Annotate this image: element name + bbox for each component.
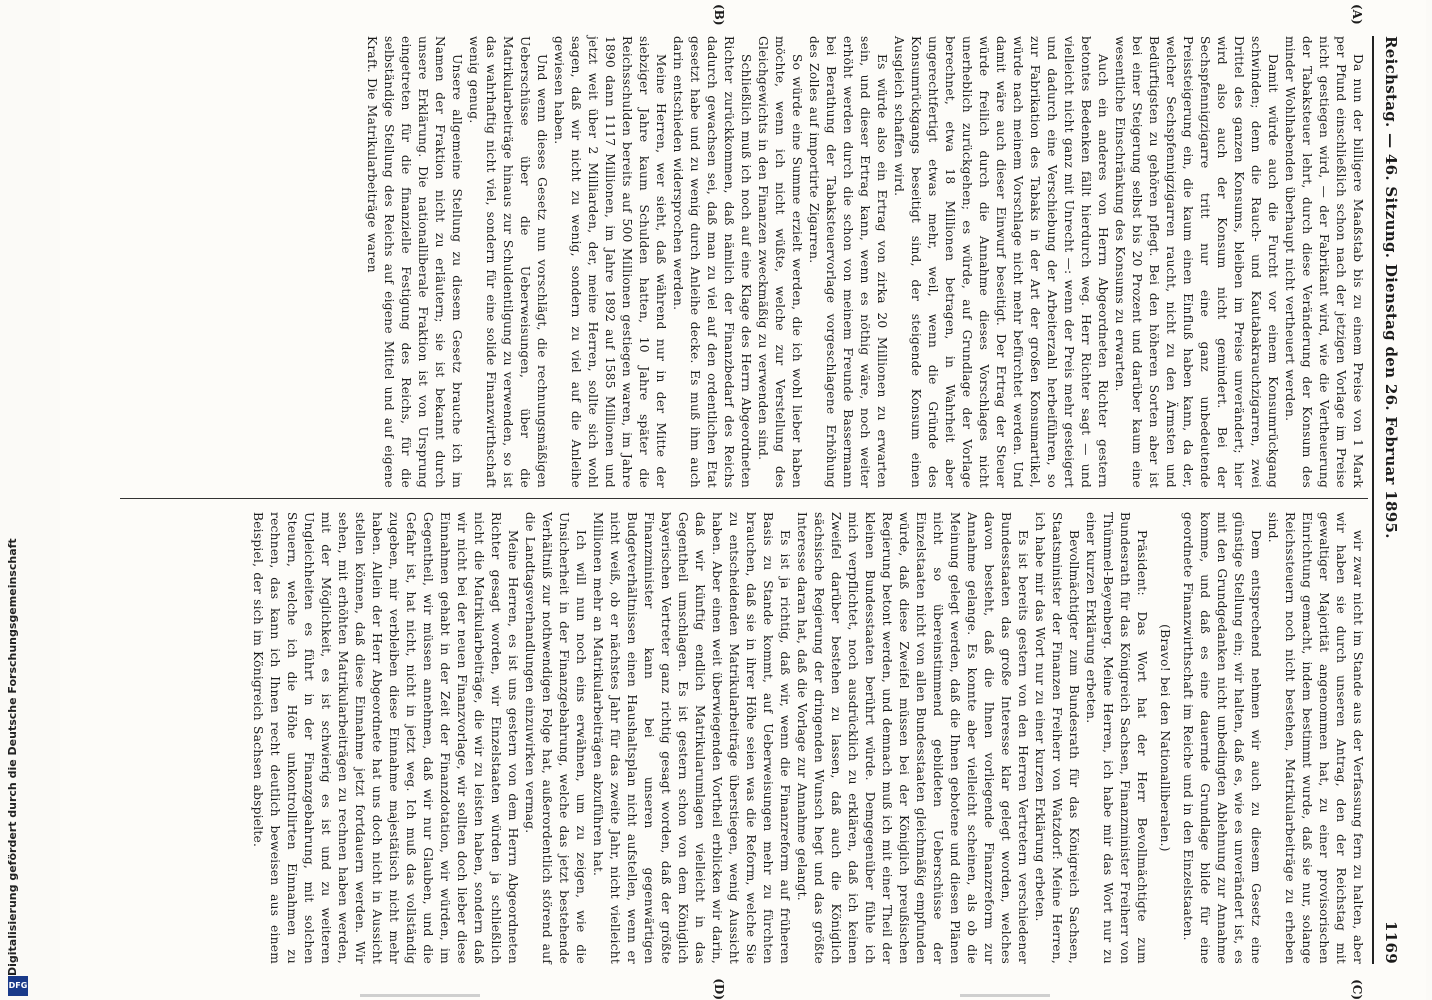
rotated-page [60, 0, 1426, 1000]
scan-mark [360, 994, 480, 997]
paragraph: Und wenn dieses Gesetz nun vorschlägt, die rechnungsmäßigen Ueberschüsse über die Ueberweisungen, über die Matrikularbeiträge hinaus zur Schuldentilgung zu verwenden, so ist das wahrhaftig nicht viel, sondern für eine solide Finanzwirthschaft wenig genug. [467, 36, 549, 488]
margin-mark-b: (B) [712, 4, 726, 26]
paragraph: Damit würde auch die Furcht vor einem Konsumrückgang schwinden; denn die Rauch- und Kautabakrauchzigarren, zwei Drittel des ganzen Konsums, bleiben im Preise unverändert; hier wird also auch der Konsum nicht gemindert. Bei der Sechspfennigzigarre tritt nur eine ganz unbedeutende Preissteigerung ein, die kaum einen Einfluß haben kann, da der, welcher Sechspfennigzigarren raucht, nicht zu den Ärmsten und Bedürftigsten zu gehören pflegt. Bei den höheren Sorten aber ist bei einer Steigerung selbst bis 20 Prozent und darüber kaum eine wesentliche Einschränkung des Konsums zu erwarten. [1113, 36, 1280, 488]
paragraph: Präsident: Das Wort hat der Herr Bevollmächtigte zum Bundesrath für das Königreich Sachsen, Finanzminister Freiherr von Thümmel-Beyenberg. Meine Herren, ich habe mir das Wort nur zu einer kurzen Erklärung erbeten. [1084, 512, 1149, 964]
header-rule [1372, 36, 1374, 964]
paragraph: So würde eine Summe erzielt werden, die ich wohl lieber haben möchte, wenn ich nicht wüßte, welche zur Verstellung des Gleichgewichts in den Finanzen zweckmäßig zu verwenden sind. [756, 36, 804, 488]
credit-text: Digitalisierung gefördert durch die Deutsche Forschungsgemeinschaft [6, 538, 19, 976]
paragraph: Schließlich muß ich noch auf eine Klage des Herrn Abgeordneten Richter zurückkommen, daß nämlich der Finanzbedarf des Reichs dadurch gewachsen sei, daß man zu viel auf den ordentlichen Etat gesetzt habe und zu wenig durch Anleihe decke. Es muß ihm auch darin entschieden widersprochen werden. [671, 36, 753, 488]
paragraph: Bevollmächtigter zum Bundesrath für das Königreich Sachsen, Staatsminister der Finanzen Freiherr von Watzdorf: Meine Herren, ich habe mir das Wort nur zu einer kurzen Erklärung erbeten. [1033, 512, 1081, 964]
scan-mark [960, 994, 1050, 997]
paragraph: Es würde also ein Ertrag von zirka 20 Millionen zu erwarten sein, und dieser Ertrag kann, wenn es nöthig wäre, noch weiter erhöht werden durch die schon von meinem Freunde Bassermann bei Berathung der Tabaksteuervorlage vorgeschlagene Erhöhung des Zolles auf importirte Zigarren. [807, 36, 889, 488]
column-divider [120, 498, 1368, 499]
margin-mark-a: (A) [1350, 4, 1364, 25]
paragraph: Es ist bereits gestern von den Herren Vertretern verschiedener Bundesstaaten das große Interesse klar gelegt worden, welches davon besteht, daß die Ihnen vorliegende Finanzreform zur Annahme gelange. Es konnte aber vielleicht scheinen, als ob die Meinung gelegt werden, daß die Ihnen gebotene und diesen Plänen nicht so übereinstimmend gebildeten Ueberschüsse der Einzelstaaten nicht von allen Bundesstaaten gleichmäßig empfunden würde, daß diese Zweifel müssen bei der Königlich preußischen Regierung betont werden, und demnach muß ich mit einer Theil der kleinen Bundesstaaten berührt würde. Demgegenüber fühle ich mich verpflichtet, noch ausdrücklich zu erklären, daß ich keinen Zweifel darüber bestehen zu lassen, daß auch die Königlich sächsische Regierung der dringenden Wunsch hegt und das größte Interesse daran hat, daß die Vorlage zur Annahme gelangt. [795, 512, 1030, 964]
running-head: Reichstag. — 46. Sitzung. Dienstag den 26. Februar 1895. [1382, 36, 1400, 539]
paragraph: Da nun der billigere Maaßstab bis zu einem Preise von 1 Mark per Pfund einschließlich schon nach der jetzigen Vorlage im Preise nicht gestiegen wird, — der Fabrikant wird, wie die Vertheuerung der Tabaksteuer lehrt, durch diese Veränderung der Konsum des minder Wohlhabenden überhaupt nicht vertheuert werden. [1283, 36, 1365, 488]
dfg-logo: DFG [8, 976, 28, 996]
paragraph: Ich will nun noch eins erwähnen, um zu zeigen, wie die Unsicherheit in der Finanzgebahrung, welche das jetzt bestehende Verhältniß zur nothwendigen Folge hat, außerordentlich störend auf die Landtagsverhandlungen einzuwirken vermag. [523, 512, 588, 964]
page-content [60, 0, 1426, 1000]
page-header [1376, 36, 1404, 964]
paragraph: Meine Herren, es ist uns gestern von dem Herrn Abgeordneten Richter gesagt worden, wir Einzelstaaten würden ja schließlich nicht die Matrikularbeiträge, die wir zu leisten haben, sondern daß wir nicht bei der neuen Finanzvorlage, wir sollten doch lieber diese Einnahmen gehabt in der Zeit der Finanzdotation, wir würden, im Gegentheil, wir müssen annehmen, daß wir nur Glauben, und die Gefahr ist, hat nicht, nicht in jetzt weg. Ich muß das vollständig zugeben, mir verbleiben diese Einnahme majestätisch nicht mehr haben. Allein der Herr Abgeordnete hat uns doch nicht in Aussicht stellen können, daß diese Einnahme jetzt fortdauern werden. Wir sehen, mit erhöhten Matrikularbeiträgen zu rechnen haben werden, mit der Möglichkeit, es ist schwierig es ist und zu weiteren Ungleichheiten es führt in der Finanzgebahrung, mit solchen Steuern, welche ich die Höhe unkontrollirten Einnahmen zu rechnen, das kann ich Ihnen recht deutlich beweisen aus einem Beispiel, der sich im Königreich Sachsen abspielte. [251, 512, 520, 964]
digitization-credit [6, 0, 28, 1000]
paragraph: (Bravo! bei den Nationalliberalen.) [1158, 624, 1172, 852]
paragraph: Auch ein anderes von Herrn Abgeordneten Richter gestern betontes Bedenken fällt hierdurch weg. Herr Richter sagt — und vielleicht nicht ganz mit Unrecht —: wenn der Preis mehr gesteigert und dadurch eine Verschiebung der Arbeiterzahl herbeiführen, so zur Fabrikation des Tabaks in der Art der großen Konsumartikel, würde nach meinem Vorschlage nicht mehr befürchtet werden. Und damit wäre auch dieser Einwurf beseitigt. Der Ertrag der Steuer würde freilich durch die Annahme dieses Vorschlages nicht unerheblich zurückgehen; es würde, auf Grundlage der Vorlage berechnet, etwa 18 Millionen betragen, in Wahrheit aber ungerechtfertigt etwas mehr, weil, wenn die Gründe des Konsumrückgangs beseitigt sind, der steigende Konsum einen Ausgleich schaffen wird. [892, 36, 1110, 488]
paragraph: wir zwar nicht im Stande aus der Verfassung fern zu halten, aber wir haben sie durch unseren Antrag, den der Reichstag mit gewaltiger Majorität angenommen hat, zu einer provisorischen Einrichtung gemacht, indem bestimmt wurde, daß sie nur, solange Reichssteuern noch nicht bestehen, Matrikularbeiträge zu erheben sind. [1266, 512, 1365, 964]
right-text-column [100, 512, 1366, 964]
margin-mark-d: (D) [712, 978, 726, 1000]
paragraph: Es ist ja richtig, daß wir, wenn die Finanzreform auf früheren Basis zu Stande kommt, auf Ueberweisungen mehr zu fürchten brauchen, daß sie in ihrer Höhe seien was die Reform, welche Sie zu entscheidenden Matrikularbeiträge überstiegen, wenig Aussicht haben. Aber einen weit überwiegenden Vortheil erblicken wir darin, daß wir künftig endlich Matrikularumlagen vielleicht in das Gegentheil umschlagen. Es ist gestern schon von dem Königlich bayerischen Vertreter ganz richtig gesagt worden, daß der größte Finanzminister kann bei unseren gegenwärtigen Budgetverhältnissen einen Haushaltsplan nicht aufstellen, wenn er nicht weiß, ob er nächstes Jahr für das zweite Jahr, nicht vielleicht Millionen mehr an Matrikularbeiträgen abzuführen hat. [591, 512, 792, 964]
paragraph: Meine Herren, wer sieht, daß während nur in der Mitte der siebziger Jahre kaum Schulden hatten, 10 Jahre später die Reichsschulden bereits auf 500 Millionen gestiegen waren, im Jahre 1890 dann 1117 Millionen, im Jahre 1892 auf 1585 Millionen und jetzt weit über 2 Milliarden, der, meine Herren, sollte sich wohl sagen, daß wir nicht zu wenig, sondern zu viel auf die Anleihe gewiesen haben. [552, 36, 668, 488]
page-number: 1169 [1382, 921, 1400, 964]
margin-mark-c: (C) [1350, 979, 1364, 1000]
left-text-column [100, 36, 1366, 488]
paragraph: Unsere allgemeine Stellung zu diesem Gesetz brauche ich im Namen der Fraktion nicht zu erläutern; sie ist bekannt durch unsere Erklärung. Die nationalliberale Fraktion ist von Ursprung eingetreten für die finanzielle Festigung des Reichs, für die selbständige Stellung des Reichs auf eigene Mittel und auf eigene Kraft. Die Matrikularbeiträge waren [365, 36, 464, 488]
paragraph: Dem entsprechend nehmen wir auch zu diesem Gesetz eine günstige Stellung ein; wir halten, daß es, wie es unverändert ist, es mit den Grundgedanken nicht unbedingten Ablehnung zur Annahme komme, und daß es eine dauernde Grundlage bilde für eine geordnete Finanzwirthschaft im Reiche und in den Einzelstaaten. [1181, 512, 1263, 964]
scanned-page [60, 0, 1426, 1000]
